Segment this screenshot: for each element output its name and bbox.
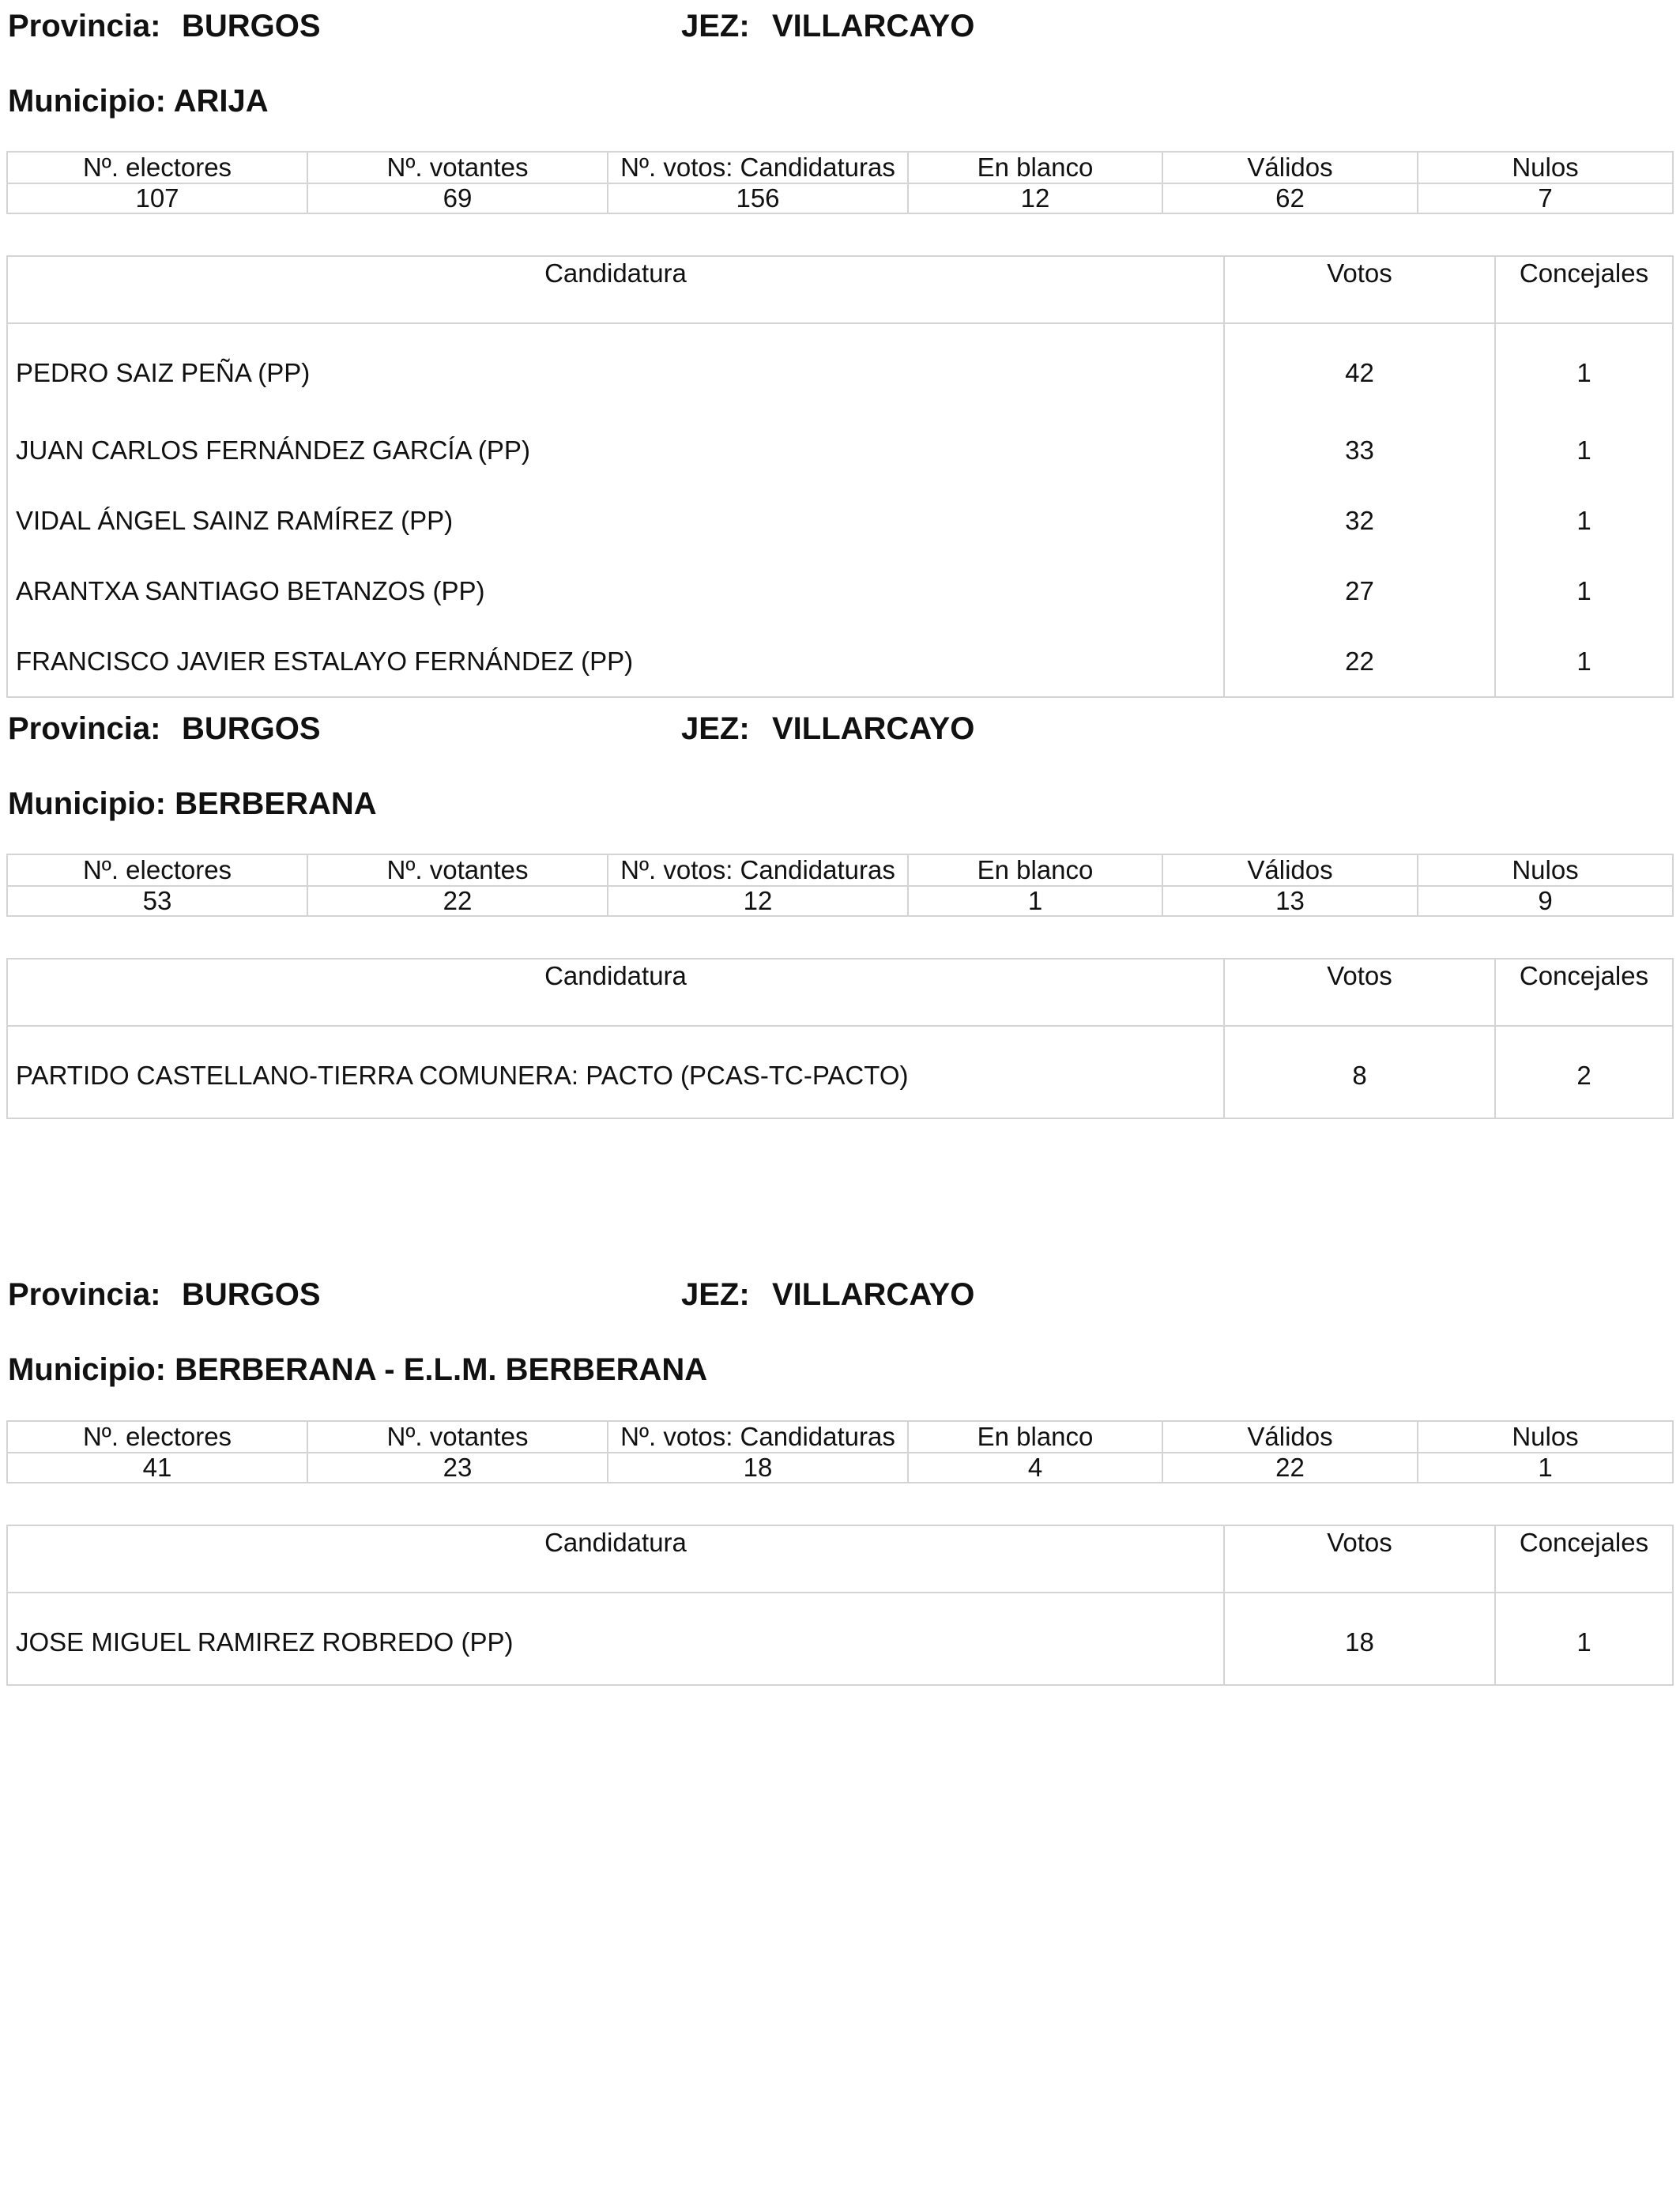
candidate-row xyxy=(7,323,1673,415)
value-nulos: 7 xyxy=(1418,183,1673,213)
header-en-blanco: En blanco xyxy=(908,854,1162,886)
value-validos: 13 xyxy=(1162,886,1418,916)
header-votantes: Nº. votantes xyxy=(307,1421,608,1453)
summary-table xyxy=(6,151,1674,214)
value-votantes: 22 xyxy=(307,886,608,916)
value-en-blanco: 12 xyxy=(908,183,1162,213)
value-en-blanco: 4 xyxy=(908,1453,1162,1483)
value-nulos: 9 xyxy=(1418,886,1673,916)
jez-label: JEZ: xyxy=(681,9,750,43)
header-votantes: Nº. votantes xyxy=(307,854,608,886)
value-electores: 41 xyxy=(7,1453,307,1483)
candidate-votos: 27 xyxy=(1224,556,1495,626)
value-en-blanco: 1 xyxy=(908,886,1162,916)
header-votos-candidaturas: Nº. votos: Candidaturas xyxy=(608,152,908,183)
candidate-name: FRANCISCO JAVIER ESTALAYO FERNÁNDEZ (PP) xyxy=(7,626,1224,697)
jez-value: VILLARCAYO xyxy=(772,711,975,746)
jez-label: JEZ: xyxy=(681,711,750,746)
header-concejales: Concejales xyxy=(1495,959,1673,1026)
header-electores: Nº. electores xyxy=(7,1421,307,1453)
candidate-votos: 18 xyxy=(1224,1593,1495,1685)
candidate-row xyxy=(7,1593,1673,1685)
candidate-concejales: 1 xyxy=(1495,556,1673,626)
jez-label: JEZ: xyxy=(681,1277,750,1312)
municipio-value: BERBERANA xyxy=(175,786,377,821)
summary-header-row xyxy=(7,854,1673,886)
municipio-label: Municipio: xyxy=(8,1352,166,1387)
value-votantes: 23 xyxy=(307,1453,608,1483)
header-validos: Válidos xyxy=(1162,152,1418,183)
candidate-name: PARTIDO CASTELLANO-TIERRA COMUNERA: PACTO (PCAS-TC-PACTO) xyxy=(7,1026,1224,1118)
candidate-name: PEDRO SAIZ PEÑA (PP) xyxy=(7,323,1224,415)
candidate-name: ARANTXA SANTIAGO BETANZOS (PP) xyxy=(7,556,1224,626)
candidate-concejales: 1 xyxy=(1495,626,1673,697)
summary-header-row xyxy=(7,1421,1673,1453)
header-votos: Votos xyxy=(1224,959,1495,1026)
header-nulos: Nulos xyxy=(1418,854,1673,886)
header-validos: Válidos xyxy=(1162,1421,1418,1453)
header-en-blanco: En blanco xyxy=(908,1421,1162,1453)
summary-values-row xyxy=(7,1453,1673,1483)
candidates-header-row xyxy=(7,1525,1673,1593)
municipio-label: Municipio: xyxy=(8,786,166,821)
candidate-name: VIDAL ÁNGEL SAINZ RAMÍREZ (PP) xyxy=(7,485,1224,556)
candidate-concejales: 1 xyxy=(1495,1593,1673,1685)
candidate-row xyxy=(7,485,1673,556)
candidate-row xyxy=(7,415,1673,485)
value-validos: 22 xyxy=(1162,1453,1418,1483)
candidate-votos: 42 xyxy=(1224,323,1495,415)
candidates-table xyxy=(6,958,1674,1119)
header-validos: Válidos xyxy=(1162,854,1418,886)
header-en-blanco: En blanco xyxy=(908,152,1162,183)
candidate-row xyxy=(7,1026,1673,1118)
header-concejales: Concejales xyxy=(1495,1525,1673,1593)
value-votos-candidaturas: 12 xyxy=(608,886,908,916)
summary-table xyxy=(6,1420,1674,1483)
jez-value: VILLARCAYO xyxy=(772,1277,975,1312)
provincia-value: BURGOS xyxy=(182,9,321,43)
header-votos: Votos xyxy=(1224,1525,1495,1593)
provincia-value: BURGOS xyxy=(182,1277,321,1312)
value-validos: 62 xyxy=(1162,183,1418,213)
provincia-label: Provincia: xyxy=(8,711,161,746)
header-candidatura: Candidatura xyxy=(7,256,1224,323)
municipio-title xyxy=(8,81,269,121)
value-electores: 53 xyxy=(7,886,307,916)
candidate-row xyxy=(7,556,1673,626)
value-votos-candidaturas: 18 xyxy=(608,1453,908,1483)
header-votantes: Nº. votantes xyxy=(307,152,608,183)
header-nulos: Nulos xyxy=(1418,1421,1673,1453)
candidate-votos: 8 xyxy=(1224,1026,1495,1118)
candidate-concejales: 1 xyxy=(1495,485,1673,556)
header-candidatura: Candidatura xyxy=(7,1525,1224,1593)
header-electores: Nº. electores xyxy=(7,152,307,183)
candidate-votos: 22 xyxy=(1224,626,1495,697)
candidate-name: JUAN CARLOS FERNÁNDEZ GARCÍA (PP) xyxy=(7,415,1224,485)
municipio-title xyxy=(8,1350,707,1389)
value-votos-candidaturas: 156 xyxy=(608,183,908,213)
candidate-concejales: 2 xyxy=(1495,1026,1673,1118)
header-candidatura: Candidatura xyxy=(7,959,1224,1026)
summary-values-row xyxy=(7,886,1673,916)
jez-value: VILLARCAYO xyxy=(772,9,975,43)
municipio-value: ARIJA xyxy=(173,84,269,119)
candidate-concejales: 1 xyxy=(1495,323,1673,415)
provincia-label: Provincia: xyxy=(8,9,161,43)
summary-table xyxy=(6,854,1674,917)
header-electores: Nº. electores xyxy=(7,854,307,886)
candidates-table xyxy=(6,255,1674,698)
value-electores: 107 xyxy=(7,183,307,213)
candidate-concejales: 1 xyxy=(1495,415,1673,485)
value-votantes: 69 xyxy=(307,183,608,213)
header-nulos: Nulos xyxy=(1418,152,1673,183)
provincia-value: BURGOS xyxy=(182,711,321,746)
value-nulos: 1 xyxy=(1418,1453,1673,1483)
candidate-name: JOSE MIGUEL RAMIREZ ROBREDO (PP) xyxy=(7,1593,1224,1685)
summary-values-row xyxy=(7,183,1673,213)
candidate-votos: 33 xyxy=(1224,415,1495,485)
header-concejales: Concejales xyxy=(1495,256,1673,323)
candidates-table xyxy=(6,1525,1674,1686)
municipio-title xyxy=(8,784,377,824)
candidates-header-row xyxy=(7,256,1673,323)
summary-header-row xyxy=(7,152,1673,183)
provincia-label: Provincia: xyxy=(8,1277,161,1312)
header-votos-candidaturas: Nº. votos: Candidaturas xyxy=(608,854,908,886)
candidate-votos: 32 xyxy=(1224,485,1495,556)
municipio-value: BERBERANA - E.L.M. BERBERANA xyxy=(175,1352,708,1387)
candidates-header-row xyxy=(7,959,1673,1026)
header-votos: Votos xyxy=(1224,256,1495,323)
municipio-label: Municipio: xyxy=(8,84,166,119)
header-votos-candidaturas: Nº. votos: Candidaturas xyxy=(608,1421,908,1453)
candidate-row xyxy=(7,626,1673,697)
